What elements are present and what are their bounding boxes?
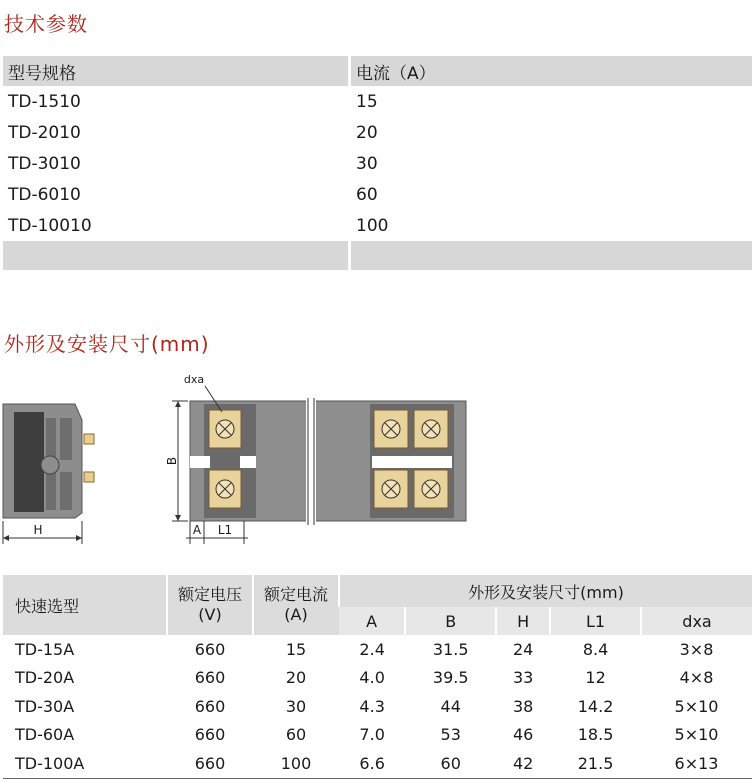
dimension-table [3, 575, 752, 779]
dim-cell: TD-15A [15, 639, 75, 659]
dim-header-row [3, 575, 752, 607]
dim-subheader-a: A [339, 607, 405, 635]
dim-cell: 14.2 [577, 696, 614, 716]
front-view [172, 386, 466, 544]
dim-cell: 660 [167, 749, 253, 778]
dim-header-current [253, 575, 339, 635]
spec-cell-current: 100 [350, 210, 753, 241]
dim-cell: 8.4 [582, 639, 609, 659]
dim-cell: 15 [285, 639, 307, 659]
dim-cell: 5×10 [674, 696, 719, 716]
dim-cell: 4×8 [679, 668, 714, 688]
table-row [3, 721, 752, 750]
dim-cell: 6×13 [641, 749, 752, 778]
dim-cell: 4.3 [359, 696, 385, 716]
dim-cell: 7.0 [359, 725, 385, 745]
dim-subheader-b: B [405, 607, 496, 635]
label-h: H [33, 523, 43, 537]
dim-header-current-unit: (A) [284, 605, 308, 624]
dim-cell: 42 [496, 749, 550, 778]
spec-cell-model: TD-10010 [8, 215, 92, 236]
dim-header-model: 快速选型 [3, 575, 167, 635]
spec-blank-row [3, 241, 752, 270]
dim-cell: 2.4 [359, 639, 385, 659]
dim-cell: 39.5 [432, 668, 469, 688]
spec-cell-current: 20 [350, 117, 753, 148]
table-row [3, 749, 752, 778]
table-row [3, 664, 752, 693]
spec-cell-model: TD-6010 [8, 184, 81, 205]
dim-header-voltage [167, 575, 253, 635]
dimension-drawing [0, 368, 756, 548]
dim-cell: 21.5 [550, 749, 641, 778]
dim-subheader-l1: L1 [550, 607, 641, 635]
dim-header-group: 外形及安装尺寸(mm) [339, 575, 752, 607]
dim-cell: 60 [285, 725, 307, 745]
spec-cell-current: 30 [350, 148, 753, 179]
table-row [3, 635, 752, 664]
dim-cell: 12 [585, 668, 606, 688]
dim-cell: 660 [194, 668, 226, 688]
side-view [3, 404, 94, 544]
spec-blank-cell [3, 241, 350, 270]
dim-cell: 660 [194, 725, 226, 745]
dim-header-voltage-label: 额定电压 [177, 585, 242, 604]
dim-cell: TD-20A [15, 668, 75, 688]
table-row [3, 86, 752, 117]
spec-cell-model: TD-2010 [8, 122, 81, 143]
table-row [3, 117, 752, 148]
spec-blank-cell [350, 241, 753, 270]
spec-cell-current: 60 [350, 179, 753, 210]
label-b: B [165, 456, 179, 466]
spec-header-current: 电流（A） [350, 56, 753, 86]
dim-cell: 4.0 [359, 668, 385, 688]
dim-cell: 31.5 [432, 639, 469, 659]
dim-cell: 46 [512, 725, 534, 745]
dim-cell: TD-30A [15, 696, 75, 716]
label-a: A [192, 523, 202, 537]
label-dxa: dxa [183, 373, 205, 386]
spec-cell-model: TD-3010 [8, 153, 81, 174]
label-l1: L1 [217, 523, 233, 537]
dim-cell: 660 [194, 639, 226, 659]
dim-cell: 24 [512, 639, 534, 659]
dim-cell: 30 [285, 696, 307, 716]
dim-cell: 5×10 [674, 725, 719, 745]
dim-header-voltage-unit: (V) [198, 605, 222, 624]
dim-cell: 3×8 [679, 639, 714, 659]
dim-cell: 18.5 [577, 725, 614, 745]
dim-cell: TD-100A [3, 749, 167, 778]
table-row [3, 148, 752, 179]
section-title-dimensions: 外形及安装尺寸(mm) [4, 332, 210, 356]
spec-cell-current: 15 [350, 86, 753, 117]
dim-cell: 660 [194, 696, 226, 716]
dim-cell: TD-60A [15, 725, 75, 745]
dim-header-current-label: 额定电流 [263, 585, 328, 604]
dim-cell: 6.6 [339, 749, 405, 778]
section-title-specs: 技术参数 [4, 12, 88, 36]
spec-table [3, 56, 752, 270]
table-row [3, 179, 752, 210]
spec-cell-model: TD-1510 [8, 91, 81, 112]
spec-header-row [3, 56, 752, 86]
spec-header-model: 型号规格 [3, 56, 350, 86]
dim-cell: 38 [512, 696, 534, 716]
dim-cell: 44 [440, 696, 461, 716]
table-row [3, 210, 752, 241]
dim-cell: 20 [285, 668, 307, 688]
dim-cell: 60 [405, 749, 496, 778]
dim-cell: 33 [512, 668, 534, 688]
dim-subheader-h: H [496, 607, 550, 635]
dim-cell: 53 [440, 725, 461, 745]
dim-subheader-dxa: dxa [641, 607, 752, 635]
table-row [3, 692, 752, 721]
dim-cell: 100 [253, 749, 339, 778]
